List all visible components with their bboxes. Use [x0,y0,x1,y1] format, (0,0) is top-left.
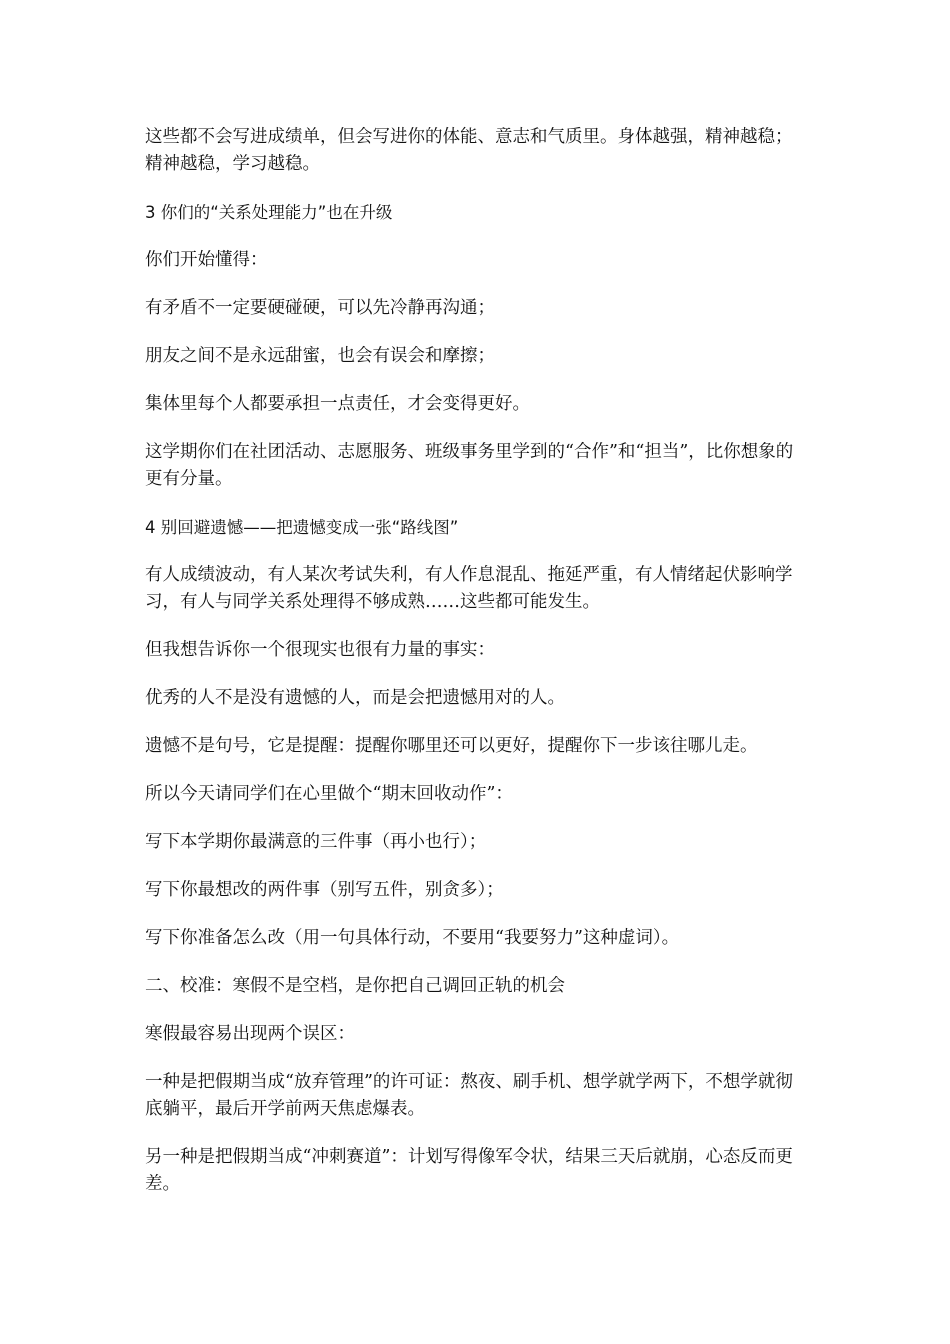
paragraph: 这学期你们在社团活动、志愿服务、班级事务里学到的“合作”和“担当”，比你想象的更有分量。 [145,442,794,489]
paragraph: 但我想告诉你一个很现实也很有力量的事实： [145,640,495,660]
paragraph: 一种是把假期当成“放弃管理”的许可证：熬夜、刷手机、想学就学两下，不想学就彻底躺平，最后开学前两天焦虑爆表。 [145,1072,793,1119]
paragraph: 另一种是把假期当成“冲刺赛道”：计划写得像军令状，结果三天后就崩，心态反而更差。 [145,1147,793,1194]
paragraph: 集体里每个人都要承担一点责任，才会变得更好。 [145,394,530,414]
paragraph: 写下你准备怎么改（用一句具体行动，不要用“我要努力”这种虚词）。 [145,928,680,948]
paragraph: 朋友之间不是永远甜蜜，也会有误会和摩擦； [145,346,495,366]
paragraph: 遗憾不是句号，它是提醒：提醒你哪里还可以更好，提醒你下一步该往哪儿走。 [145,736,758,756]
paragraph: 优秀的人不是没有遗憾的人，而是会把遗憾用对的人。 [145,688,565,708]
paragraph: 寒假最容易出现两个误区： [145,1024,355,1044]
section-heading: 3 你们的“关系处理能力”也在升级 [145,203,393,222]
paragraph: 有人成绩波动，有人某次考试失利，有人作息混乱、拖延严重，有人情绪起伏影响学习，有人与同学关系处理得不够成熟……这些都可能发生。 [145,565,793,612]
paragraph: 写下你最想改的两件事（别写五件，别贪多）； [145,880,504,900]
paragraph: 有矛盾不一定要硬碰硬，可以先冷静再沟通； [145,298,495,318]
section-heading: 4 别回避遗憾——把遗憾变成一张“路线图” [145,518,459,537]
paragraph: 你们开始懂得： [145,250,268,270]
paragraph: 写下本学期你最满意的三件事（再小也行）； [145,832,487,852]
document-body [145,124,795,1219]
section-heading: 二、校准：寒假不是空档，是你把自己调回正轨的机会 [145,976,565,996]
paragraph: 这些都不会写进成绩单，但会写进你的体能、意志和气质里。身体越强，精神越稳；精神越稳，学习越稳。 [145,127,793,174]
paragraph: 所以今天请同学们在心里做个“期末回收动作”： [145,784,513,804]
